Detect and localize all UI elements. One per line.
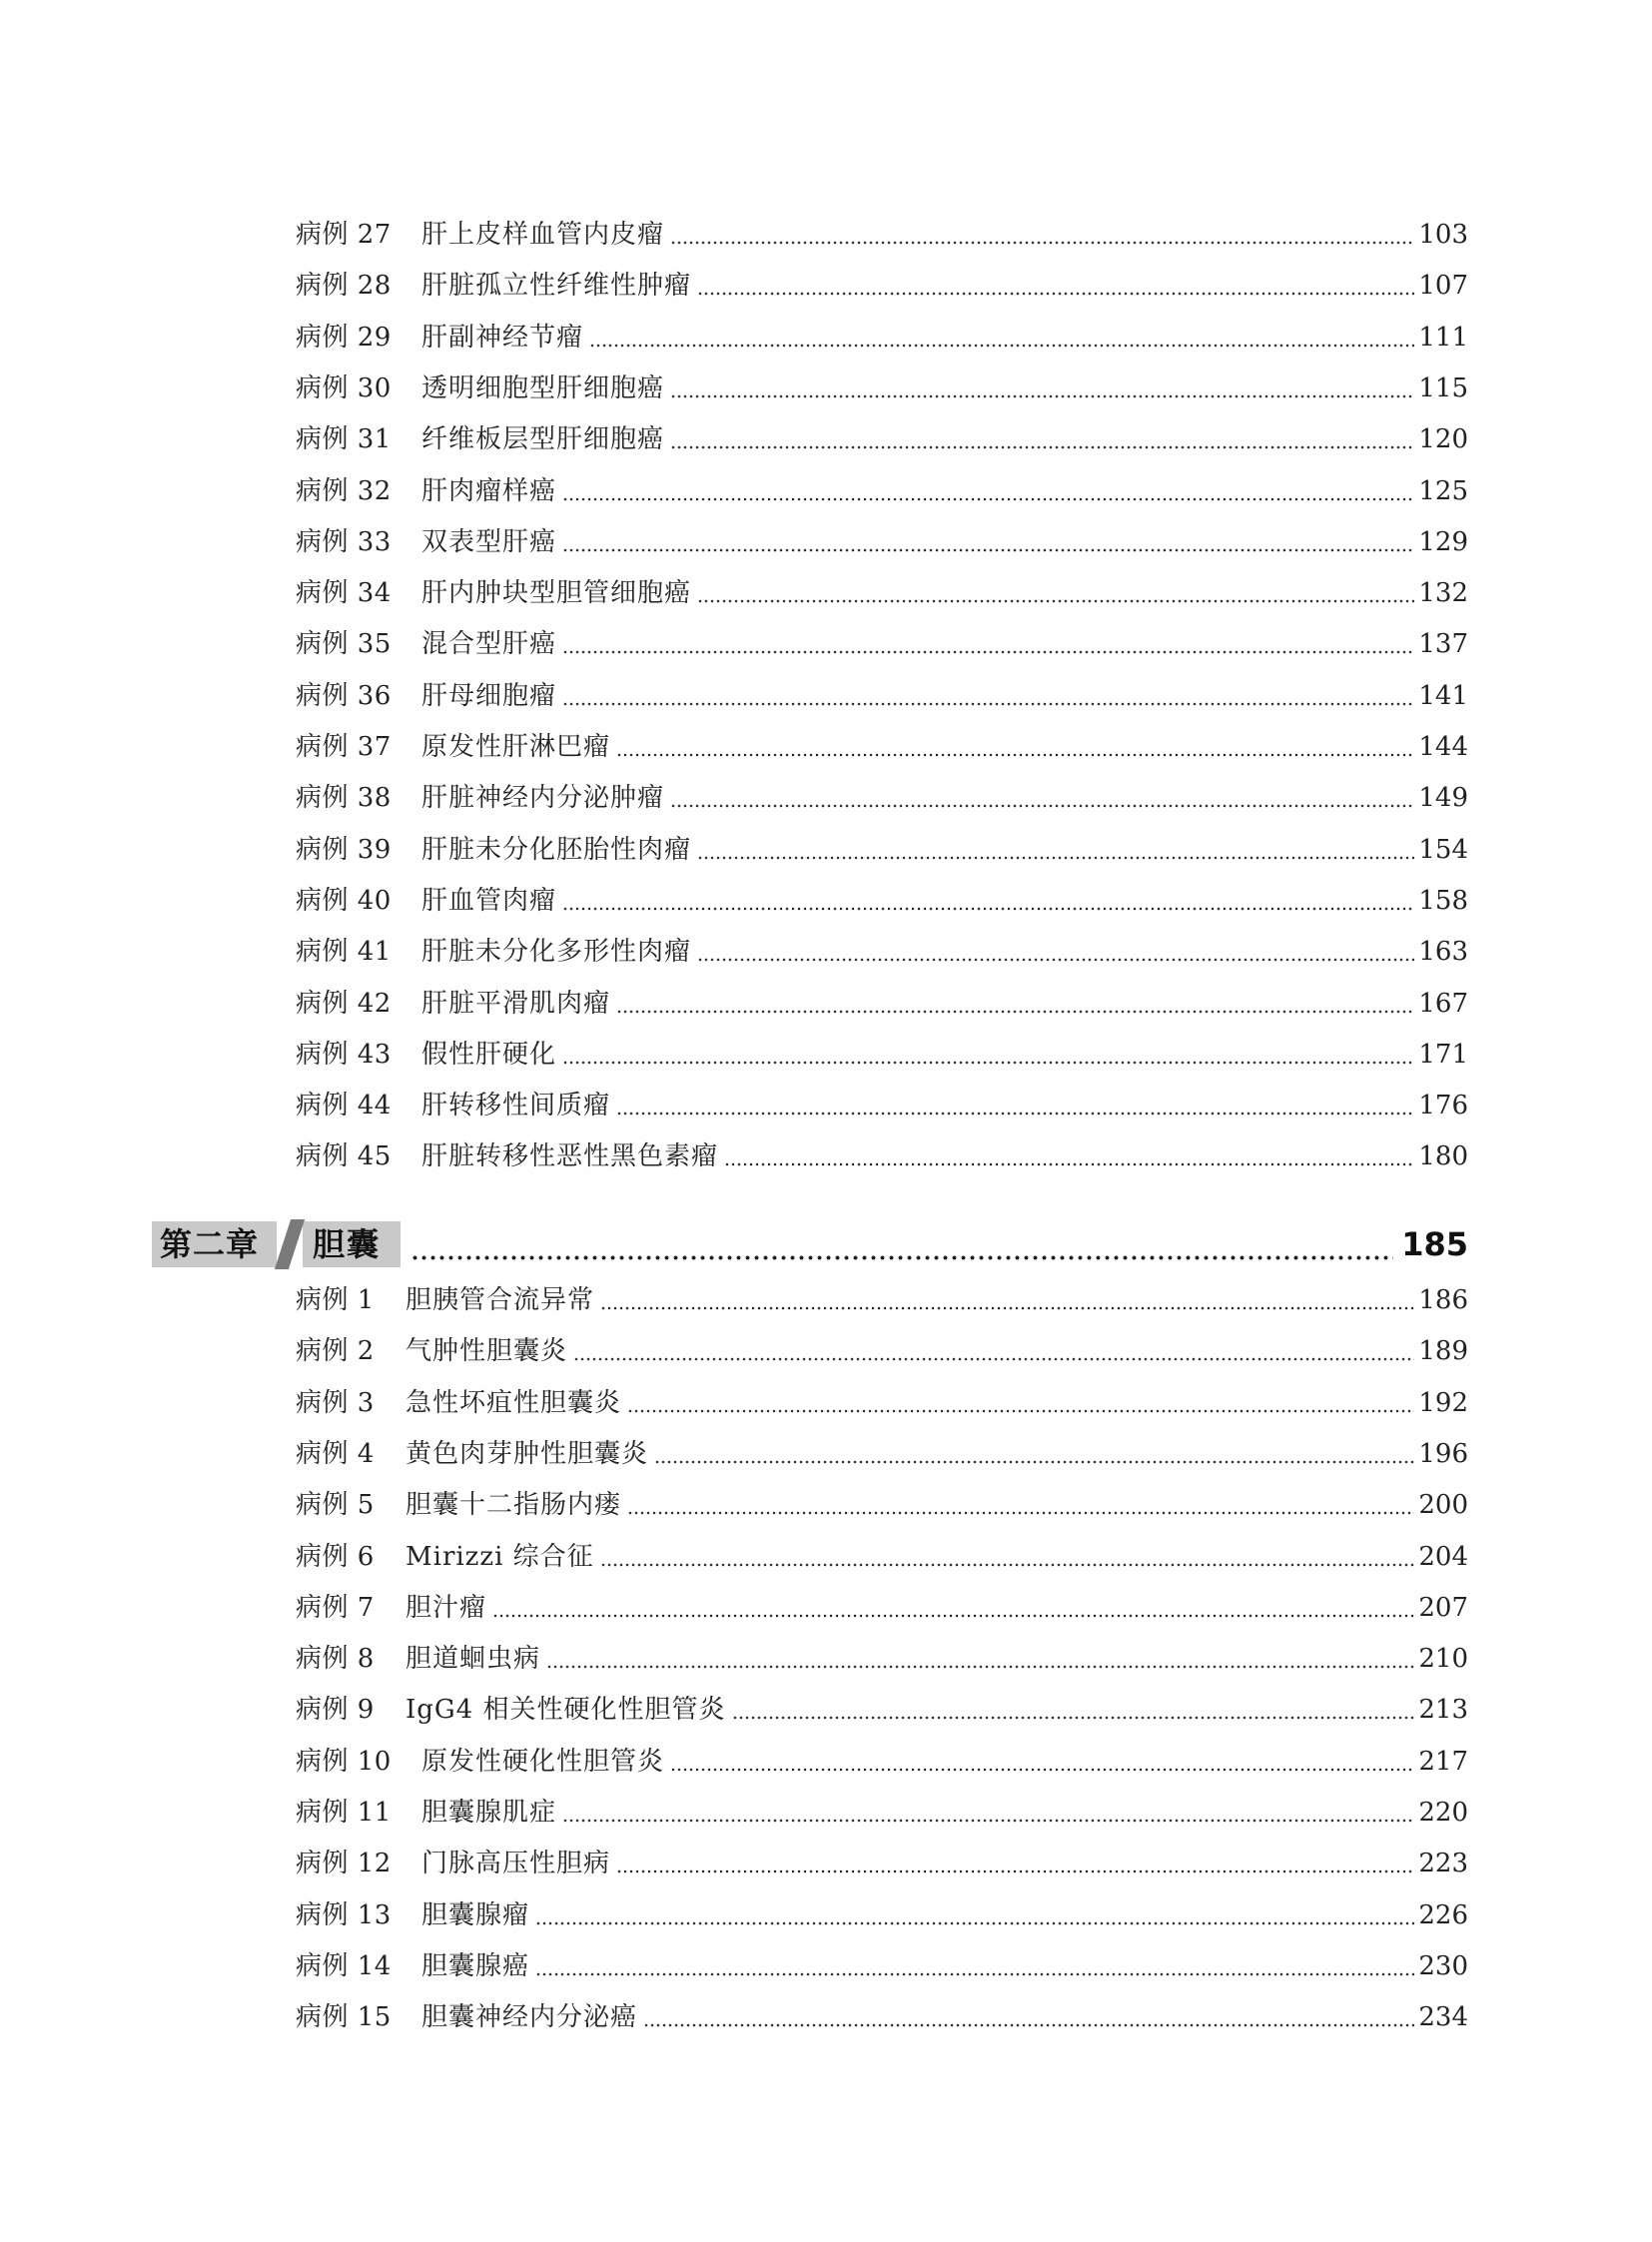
case-label: 病例 40 [296, 885, 392, 916]
case-title: 黄色肉芽肿性胆囊炎 [406, 1438, 649, 1469]
case-title: 肝副神经节瘤 [421, 322, 584, 353]
toc-entry[interactable] [296, 419, 1468, 459]
case-title: 肝母细胞瘤 [421, 680, 557, 711]
case-label: 病例 8 [296, 1644, 375, 1675]
case-title: 双表型肝癌 [421, 526, 557, 557]
page-number: 171 [1418, 1039, 1468, 1070]
case-label: 病例 36 [296, 680, 392, 711]
toc-entry[interactable] [296, 573, 1468, 613]
case-label: 病例 5 [296, 1490, 375, 1521]
dot-leader [562, 1798, 1414, 1828]
case-label: 病例 43 [296, 1039, 392, 1070]
dot-leader [562, 476, 1414, 506]
case-label: 病例 6 [296, 1541, 375, 1572]
dot-leader [627, 1388, 1414, 1418]
page-number: 149 [1418, 783, 1468, 814]
case-label: 病例 14 [296, 1950, 392, 1981]
case-title: 胆汁瘤 [406, 1592, 487, 1623]
dot-leader [670, 220, 1414, 250]
page-number: 207 [1418, 1592, 1468, 1623]
case-label: 病例 29 [296, 322, 392, 353]
chapter-number: 第二章 [152, 1221, 277, 1267]
case-label: 病例 1 [296, 1285, 375, 1315]
page-number: 163 [1418, 937, 1468, 968]
page-number: 144 [1418, 732, 1468, 762]
toc-entry[interactable] [296, 1434, 1468, 1474]
page-number: 230 [1418, 1950, 1468, 1981]
page-number: 223 [1418, 1849, 1468, 1879]
dot-leader [562, 1040, 1414, 1070]
case-title: 透明细胞型肝细胞癌 [421, 373, 665, 403]
case-title: 肝脏未分化多形性肉瘤 [421, 937, 692, 968]
dot-leader [724, 1141, 1414, 1171]
case-label: 病例 35 [296, 629, 392, 660]
case-label: 病例 4 [296, 1438, 375, 1469]
page-number: 196 [1418, 1438, 1468, 1469]
page-number: 217 [1418, 1746, 1468, 1777]
dot-leader [697, 835, 1414, 865]
case-label: 病例 27 [296, 220, 392, 250]
page-number: 192 [1418, 1387, 1468, 1418]
page-number: 226 [1418, 1899, 1468, 1930]
dot-leader [562, 681, 1414, 711]
chapter-heading[interactable] [152, 1218, 1468, 1270]
dot-leader [535, 1951, 1414, 1981]
case-label: 病例 15 [296, 2002, 392, 2033]
case-label: 病例 44 [296, 1091, 392, 1121]
case-title: IgG4 相关性硬化性胆管炎 [406, 1695, 726, 1726]
toc-entry[interactable] [296, 984, 1468, 1024]
dot-leader [562, 629, 1414, 659]
page-number: 167 [1418, 988, 1468, 1019]
page-number: 176 [1418, 1091, 1468, 1121]
case-label: 病例 7 [296, 1592, 375, 1623]
dot-leader [616, 1091, 1414, 1121]
dot-leader [411, 1221, 1393, 1267]
dot-leader [697, 578, 1414, 608]
case-label: 病例 11 [296, 1798, 392, 1828]
toc-entry[interactable] [296, 676, 1468, 716]
toc-entry[interactable] [296, 1946, 1468, 1986]
toc-entry[interactable] [296, 522, 1468, 562]
toc-entry[interactable] [296, 1793, 1468, 1833]
toc-entry[interactable] [296, 1895, 1468, 1935]
dot-leader [670, 783, 1414, 813]
dot-leader [573, 1336, 1414, 1366]
case-label: 病例 34 [296, 578, 392, 609]
toc-entry[interactable] [296, 318, 1468, 358]
toc-entry[interactable] [296, 624, 1468, 664]
dot-leader [643, 2002, 1414, 2032]
case-label: 病例 10 [296, 1746, 392, 1777]
toc-entry[interactable] [296, 1485, 1468, 1525]
chapter-page-number: 185 [1401, 1225, 1468, 1263]
case-title: 胆囊腺瘤 [421, 1899, 530, 1930]
case-title: 混合型肝癌 [421, 629, 557, 660]
page-number: 158 [1418, 885, 1468, 916]
chapter-divider [275, 1219, 305, 1269]
dot-leader [697, 271, 1414, 301]
case-title: 肝肉瘤样癌 [421, 475, 557, 506]
dot-leader [600, 1542, 1415, 1572]
case-title: 肝脏神经内分泌肿瘤 [421, 783, 665, 814]
case-title: 胆囊神经内分泌癌 [421, 2002, 638, 2033]
case-title: 肝脏未分化胚胎性肉瘤 [421, 834, 692, 865]
case-title: 胆囊腺癌 [421, 1950, 530, 1981]
page-number: 115 [1418, 373, 1468, 403]
dot-leader [600, 1285, 1414, 1315]
case-title: 肝上皮样血管内皮瘤 [421, 220, 665, 250]
page-number: 125 [1418, 475, 1468, 506]
toc-entry[interactable] [296, 215, 1468, 255]
toc-entry[interactable] [296, 1639, 1468, 1679]
page-number: 120 [1418, 424, 1468, 455]
toc-entry[interactable] [296, 1383, 1468, 1423]
case-label: 病例 37 [296, 732, 392, 762]
toc-entry[interactable] [296, 727, 1468, 767]
case-title: 气肿性胆囊炎 [406, 1336, 568, 1367]
dot-leader [562, 527, 1414, 557]
page-number: 210 [1418, 1644, 1468, 1675]
toc-entry[interactable] [296, 932, 1468, 972]
page-number: 132 [1418, 578, 1468, 609]
case-label: 病例 30 [296, 373, 392, 403]
page-number: 103 [1418, 220, 1468, 250]
dot-leader [492, 1593, 1414, 1623]
page-number: 137 [1418, 629, 1468, 660]
toc-entry[interactable] [296, 266, 1468, 306]
page-number: 213 [1418, 1695, 1468, 1726]
case-title: 胆囊腺肌症 [421, 1798, 557, 1828]
dot-leader [654, 1439, 1414, 1469]
dot-leader [670, 424, 1414, 454]
dot-leader [535, 1900, 1414, 1930]
toc-entry[interactable] [296, 1280, 1468, 1320]
dot-leader [697, 937, 1414, 967]
toc-entry[interactable] [296, 1997, 1468, 2037]
case-title: 肝脏转移性恶性黑色素瘤 [421, 1141, 719, 1172]
case-label: 病例 39 [296, 834, 392, 865]
page-number: 107 [1418, 271, 1468, 302]
case-title: Mirizzi 综合征 [406, 1541, 594, 1572]
toc-entry[interactable] [296, 778, 1468, 818]
case-label: 病例 42 [296, 988, 392, 1019]
case-label: 病例 45 [296, 1141, 392, 1172]
dot-leader [616, 1849, 1414, 1878]
toc-entry[interactable] [296, 1588, 1468, 1628]
case-label: 病例 38 [296, 783, 392, 814]
case-title: 胆囊十二指肠内瘘 [406, 1490, 622, 1521]
toc-entry[interactable] [296, 1035, 1468, 1075]
dot-leader [732, 1695, 1415, 1725]
dot-leader [670, 374, 1414, 403]
case-label: 病例 31 [296, 424, 392, 455]
toc-entry[interactable] [296, 1844, 1468, 1883]
page-number: 204 [1418, 1541, 1468, 1572]
toc-entry[interactable] [296, 1136, 1468, 1176]
toc-entry[interactable] [296, 1331, 1468, 1371]
case-title: 原发性肝淋巴瘤 [421, 732, 611, 762]
dot-leader [627, 1490, 1414, 1520]
toc-entry[interactable] [296, 471, 1468, 511]
dot-leader [670, 1747, 1414, 1777]
dot-leader [562, 886, 1414, 916]
page-number: 234 [1418, 2002, 1468, 2033]
toc-entry[interactable] [296, 830, 1468, 870]
case-title: 胆道蛔虫病 [406, 1644, 541, 1675]
case-title: 肝脏孤立性纤维性肿瘤 [421, 271, 692, 302]
case-title: 急性坏疽性胆囊炎 [406, 1387, 622, 1418]
case-label: 病例 41 [296, 937, 392, 968]
dot-leader [546, 1644, 1414, 1674]
case-title: 肝转移性间质瘤 [421, 1091, 611, 1121]
case-title: 肝血管肉瘤 [421, 885, 557, 916]
case-label: 病例 3 [296, 1387, 375, 1418]
page-number: 200 [1418, 1490, 1468, 1521]
page-number: 180 [1418, 1141, 1468, 1172]
case-label: 病例 32 [296, 475, 392, 506]
case-title: 原发性硬化性胆管炎 [421, 1746, 665, 1777]
toc-entry[interactable] [296, 1690, 1468, 1730]
case-title: 纤维板层型肝细胞癌 [421, 424, 665, 455]
page-number: 220 [1418, 1798, 1468, 1828]
toc-entry[interactable] [296, 1086, 1468, 1125]
toc-entry[interactable] [296, 1537, 1468, 1577]
case-title: 门脉高压性胆病 [421, 1849, 611, 1879]
case-label: 病例 2 [296, 1336, 375, 1367]
page-number: 186 [1418, 1285, 1468, 1315]
case-label: 病例 33 [296, 526, 392, 557]
dot-leader [616, 732, 1414, 762]
page-number: 141 [1418, 680, 1468, 711]
page-number: 129 [1418, 526, 1468, 557]
case-label: 病例 12 [296, 1849, 392, 1879]
toc-entry[interactable] [296, 881, 1468, 921]
case-title: 肝内肿块型胆管细胞癌 [421, 578, 692, 609]
toc-entry[interactable] [296, 369, 1468, 408]
case-label: 病例 13 [296, 1899, 392, 1930]
case-title: 假性肝硬化 [421, 1039, 557, 1070]
dot-leader [616, 989, 1414, 1019]
toc-entry[interactable] [296, 1742, 1468, 1782]
page-number: 154 [1418, 834, 1468, 865]
case-title: 胆胰管合流异常 [406, 1285, 595, 1315]
chapter-title: 胆囊 [303, 1221, 401, 1267]
case-label: 病例 9 [296, 1695, 375, 1726]
case-title: 肝脏平滑肌肉瘤 [421, 988, 611, 1019]
case-label: 病例 28 [296, 271, 392, 302]
page-number: 111 [1418, 322, 1468, 353]
page-number: 189 [1418, 1336, 1468, 1367]
dot-leader [589, 323, 1414, 353]
